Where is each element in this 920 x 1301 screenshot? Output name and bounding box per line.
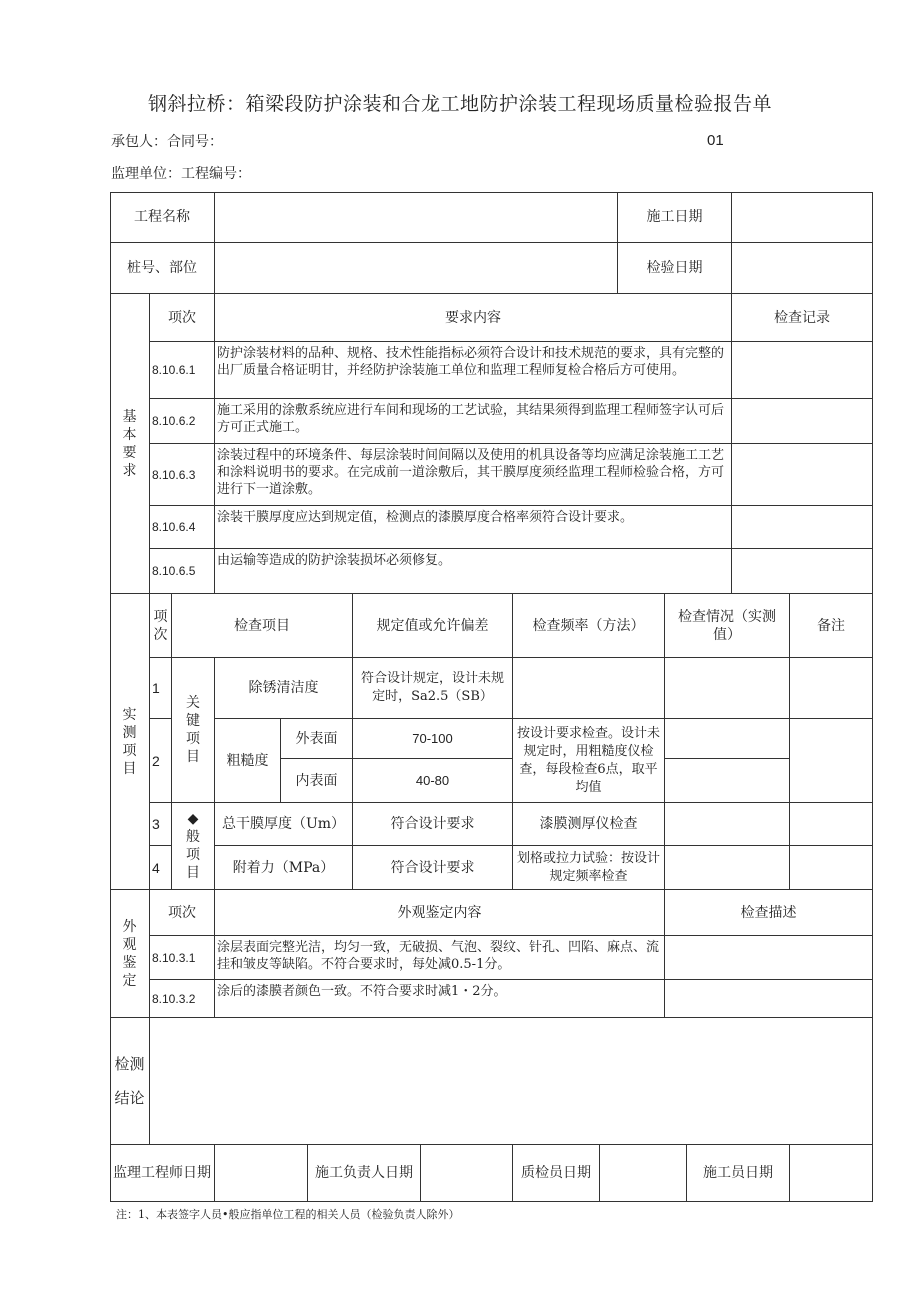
basic-row-text: 防护涂装材料的品种、规格、技术性能指标必须符合设计和技术规范的要求，具有完整的出厂质量合格证明甘，并经防护涂装施工单位和监理工程师复检合格后方可使用。 [215,342,732,399]
basic-row-text: 涂装过程中的环境条件、每层涂装时间间隔以及使用的机具设备等均应满足涂装施工工艺和涂料说明书的要求。在完成前一道涂敷后，其干膜厚度须经监理工程师检验合格，方可进行下一道涂敷。 [215,444,732,506]
sign-construction-lead-label: 施工负责人日期 [308,1145,421,1202]
project-name-label: 工程名称 [110,192,215,243]
station-value[interactable] [215,243,618,294]
footnote: 注：1、本表签字人员•般应指单位工程的相关人员（检验负责人除外） [116,1208,460,1221]
appearance-col-content: 外观鉴定内容 [215,890,665,936]
roughness-outer-label: 外表面 [281,719,353,759]
appearance-col-item: 项次 [150,890,215,936]
sign-constructor-label: 施工员日期 [687,1145,790,1202]
construction-date-label: 施工日期 [618,192,732,243]
basic-section-label [110,294,150,594]
measured-row-item: 附着力（MPa） [215,846,353,890]
measured-col-result: 检查情况（实测值） [665,594,790,658]
key-group-label [172,658,215,803]
key-group-text: 关键项目 [186,695,200,765]
basic-row-code: 8.10.6.2 [150,399,215,444]
measured-row-spec: 符合设计要求 [353,846,513,890]
measured-row-freq: 漆膜测厚仪检查 [513,803,665,846]
basic-row-text: 由运输等造成的防护涂装损坏必须修复。 [215,549,732,594]
measured-row-freq: 划格或拉力试验：按设计规定频率检查 [513,846,665,890]
measured-row-no: 1 [150,658,172,719]
measured-col-check: 检查项目 [172,594,353,658]
inspection-date-label: 检验日期 [618,243,732,294]
measured-col-item [150,594,172,658]
roughness-outer-spec: 70-100 [353,719,513,759]
appearance-row-desc[interactable] [665,980,873,1018]
appearance-section-label [110,890,150,1018]
measured-row-result[interactable] [665,658,790,719]
sign-quality-inspector-value[interactable] [600,1145,687,1202]
measured-section-text: 实测项目 [122,706,137,777]
page-number: 01 [707,132,724,149]
measured-row-remark[interactable] [790,803,873,846]
appearance-row-text: 涂层表面完整光洁，均匀一致，无破损、气泡、裂纹、针孔、凹陷、麻点、流挂和皱皮等缺陷。不符合要求时，每处减0.5-1分。 [215,936,665,980]
basic-col-content: 要求内容 [215,294,732,342]
measured-row-item: 总干膜厚度（Um） [215,803,353,846]
basic-row-record[interactable] [732,399,873,444]
sign-supervisor-value[interactable] [215,1145,308,1202]
basic-col-item: 项次 [150,294,215,342]
basic-row-record[interactable] [732,444,873,506]
conclusion-text: 检测结论 [114,1055,145,1107]
station-label: 桩号、部位 [110,243,215,294]
measured-row-no: 3 [150,803,172,846]
basic-row-code: 8.10.6.1 [150,342,215,399]
page-title: 钢斜拉桥：箱梁段防护涂装和合龙工地防护涂装工程现场质量检验报告单 [147,93,772,115]
basic-row-text: 涂装干膜厚度应达到规定值，检测点的漆膜厚度合格率须符合设计要求。 [215,506,732,549]
measured-row-freq [513,658,665,719]
measured-col-remark: 备注 [790,594,873,658]
basic-col-record: 检查记录 [732,294,873,342]
measured-col-spec: 规定值或允许偏差 [353,594,513,658]
measured-col-item-text: 项次 [153,608,168,643]
construction-date-value[interactable] [732,192,873,243]
supervisor-label: 监理单位：工程编号： [111,166,251,182]
sign-quality-inspector-label: 质检员日期 [513,1145,600,1202]
measured-row-remark[interactable] [790,846,873,890]
basic-row-code: 8.10.6.3 [150,444,215,506]
measured-row-result[interactable] [665,719,790,759]
measured-row-result[interactable] [665,759,790,803]
project-name-value[interactable] [215,192,618,243]
measured-section-label [110,594,150,890]
basic-row-code: 8.10.6.5 [150,549,215,594]
measured-col-freq: 检查频率（方法） [513,594,665,658]
basic-row-text: 施工采用的涂敷系统应进行车间和现场的工艺试验，其结果须得到监理工程师签字认可后方可正式施工。 [215,399,732,444]
conclusion-value[interactable] [150,1018,873,1145]
basic-row-record[interactable] [732,506,873,549]
basic-row-record[interactable] [732,342,873,399]
general-group-text: ◆般项目 [186,811,200,881]
appearance-section-text: 外观鉴定 [122,918,137,989]
measured-row-result[interactable] [665,846,790,890]
contractor-label: 承包人：合同号： [111,134,223,150]
appearance-row-desc[interactable] [665,936,873,980]
appearance-row-code: 8.10.3.1 [150,936,215,980]
measured-row-spec: 符合设计规定，设计未规定时，Sa2.5（SB） [353,658,513,719]
measured-row-remark[interactable] [790,658,873,719]
measured-row-no: 2 [150,719,172,803]
appearance-row-code: 8.10.3.2 [150,980,215,1018]
basic-section-text: 基本要求 [122,408,137,479]
basic-row-record[interactable] [732,549,873,594]
measured-row-no: 4 [150,846,172,890]
appearance-row-text: 涂后的漆膜者颜色一致。不符合要求时减1・2分。 [215,980,665,1018]
sign-construction-lead-value[interactable] [421,1145,513,1202]
conclusion-label [110,1018,150,1145]
inspection-date-value[interactable] [732,243,873,294]
roughness-inner-label: 内表面 [281,759,353,803]
general-group-label [172,803,215,890]
measured-row-item: 粗糙度 [215,719,281,803]
measured-row-item: 除锈清洁度 [215,658,353,719]
sign-supervisor-label: 监理工程师日期 [110,1145,215,1202]
measured-row-remark[interactable] [790,719,873,803]
appearance-col-desc: 检查描述 [665,890,873,936]
basic-row-code: 8.10.6.4 [150,506,215,549]
measured-row-freq: 按设计要求检查。设计未规定时，用粗糙度仪检查，每段检查6点，取平均值 [513,719,665,803]
measured-row-result[interactable] [665,803,790,846]
roughness-inner-spec: 40-80 [353,759,513,803]
sign-constructor-value[interactable] [790,1145,873,1202]
measured-row-spec: 符合设计要求 [353,803,513,846]
